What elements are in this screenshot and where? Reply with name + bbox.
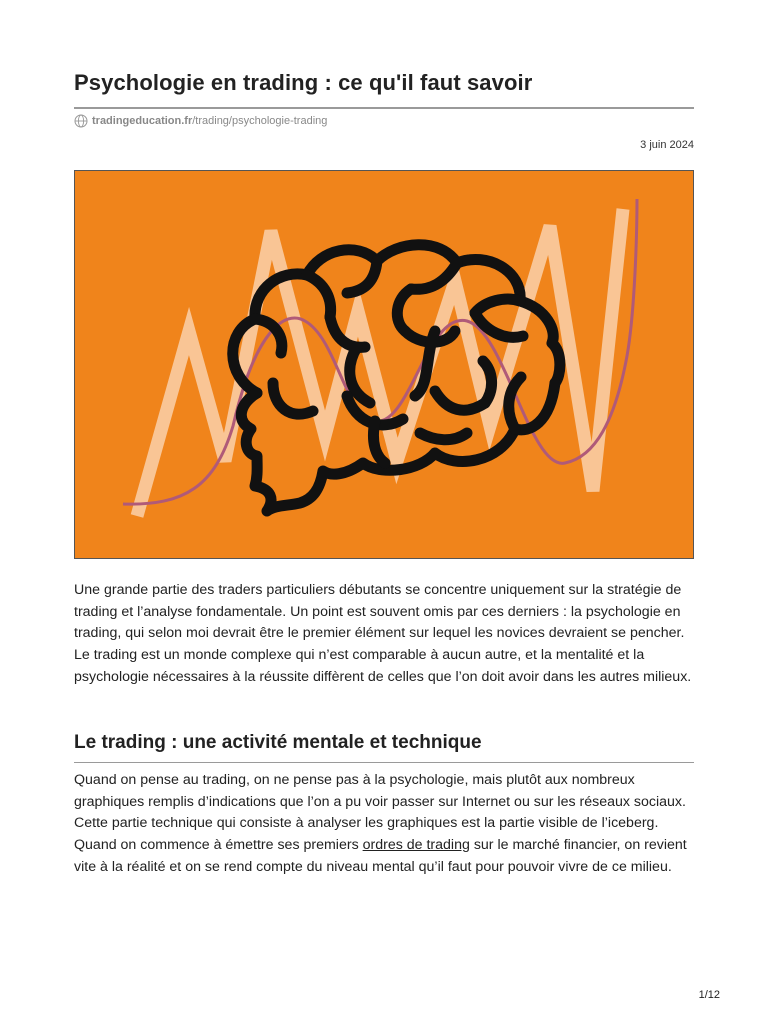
source-domain[interactable]: tradingeducation.fr xyxy=(92,115,193,127)
section-divider xyxy=(74,762,694,763)
section-text-after-link: sur le marché financier, on revient vite à la réalité et on se rend compte du niveau mental qu’il faut pour pouvoir vivre de ce milieu. xyxy=(74,837,687,875)
section-heading: Le trading : une activité mentale et technique xyxy=(74,732,482,753)
trading-orders-link[interactable]: ordres de trading xyxy=(362,837,470,854)
title-divider xyxy=(74,107,694,109)
page-number: 1/12 xyxy=(698,989,720,1001)
source-url[interactable] xyxy=(74,114,327,128)
section-paragraph xyxy=(74,770,704,879)
brain-chart-illustration xyxy=(75,171,693,558)
globe-icon xyxy=(74,114,88,128)
section-text-before-link: Quand on pense au trading, on ne pense pas à la psychologie, mais plutôt aux nombreux graphiques remplis d’indications que l’on a pu voir passer sur Internet ou sur les réseaux sociaux. Cette partie technique qui consiste à analyser les graphiques est la partie visible de l’iceberg. Quand on commence à émettre ses premiers xyxy=(74,772,686,854)
hero-image xyxy=(74,170,694,559)
intro-paragraph: Une grande partie des traders particuliers débutants se concentre uniquement sur la stratégie de trading et l’analyse fondamentale. Un point est souvent omis par ces derniers : la psychologie en trading, qui selon moi devrait être le premier élément sur lequel les novices devraient se pencher. Le trading est un monde complexe qui n’est comparable à aucun autre, et la mentalité et la psychologie nécessaires à la réussite diffèrent de celles que l’on doit avoir dans les autres milieux. xyxy=(74,582,692,685)
publish-date: 3 juin 2024 xyxy=(640,139,694,151)
article-title: Psychologie en trading : ce qu'il faut savoir xyxy=(74,70,533,95)
source-path[interactable]: /trading/psychologie-trading xyxy=(192,115,328,127)
